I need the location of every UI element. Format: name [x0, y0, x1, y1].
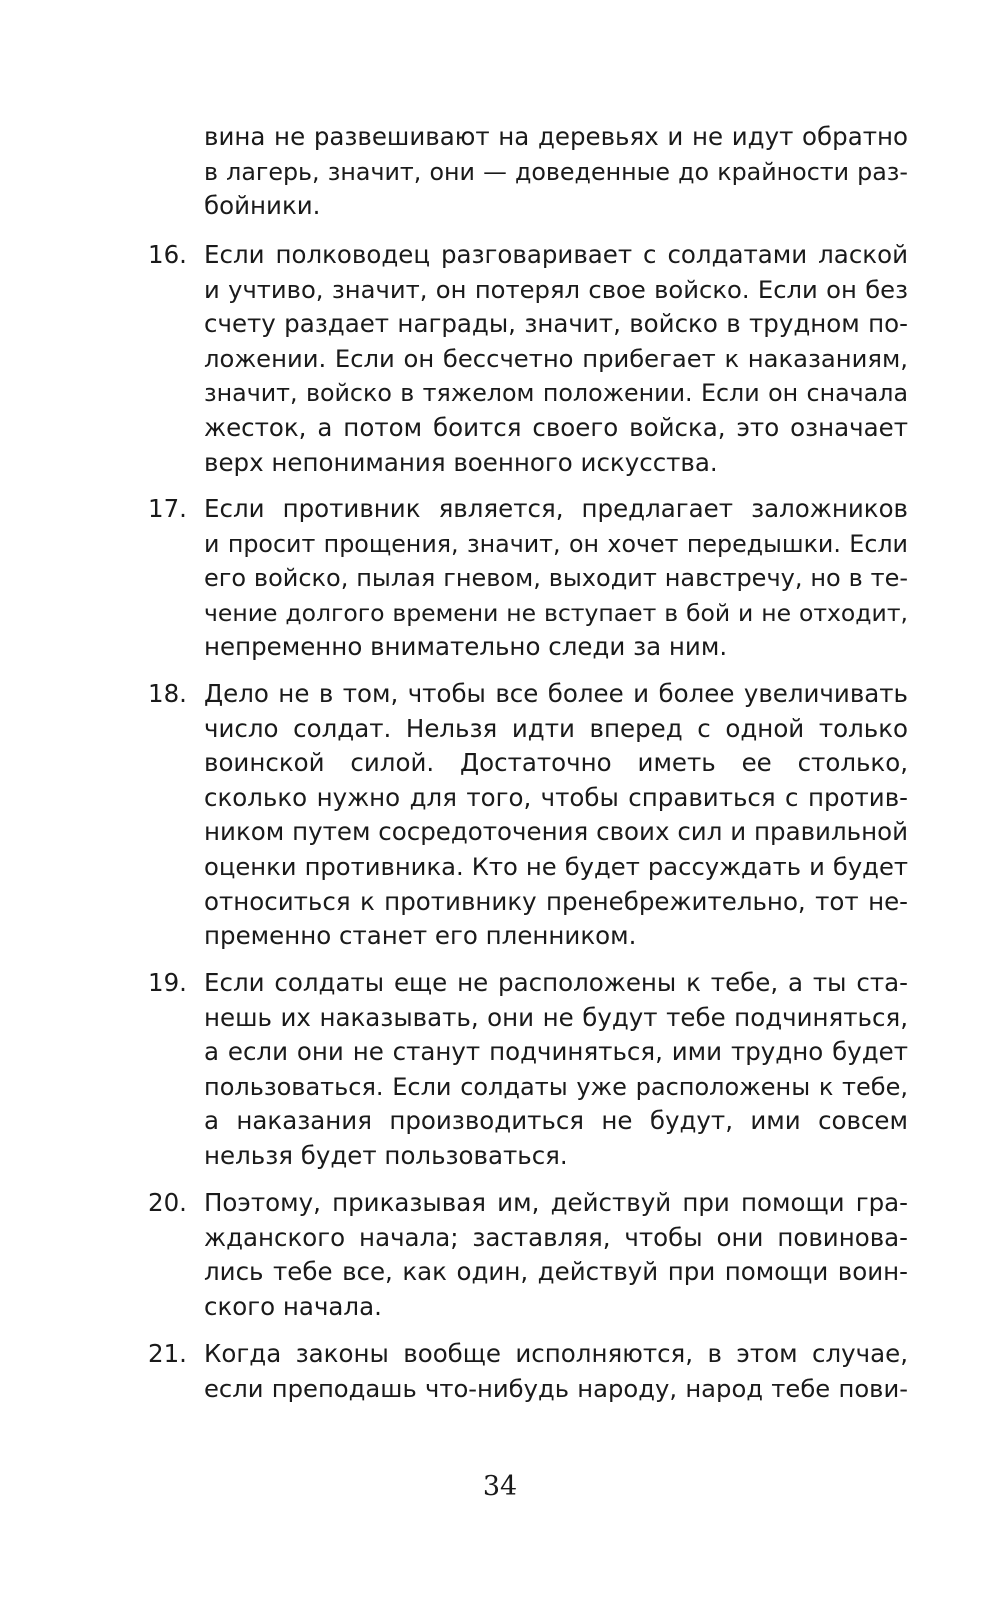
text-line: жданского начала; заставляя, чтобы они повинова-	[204, 1222, 908, 1252]
paragraph-number: 20.	[148, 1188, 187, 1217]
paragraph-text	[204, 1337, 908, 1406]
text-line: вина не развешивают на деревьях и не идут обратно	[204, 122, 908, 151]
text-line: лись тебе все, как один, действуй при помощи воин-	[204, 1257, 908, 1287]
paragraph-number: 18.	[148, 679, 187, 708]
text-line: Поэтому, приказывая им, действуй при помощи гра-	[204, 1188, 908, 1217]
text-line: счету раздает награды, значит, войско в трудном по-	[204, 309, 908, 339]
text-line: Если солдаты еще не расположены к тебе, а ты ста-	[204, 968, 908, 997]
text-line: жесток, а потом боится своего войска, это означает	[204, 412, 908, 442]
paragraph-text	[204, 492, 908, 665]
text-line: оценки противника. Кто не будет рассуждать и будет	[204, 851, 908, 881]
text-line: Если противник является, предлагает заложников	[204, 494, 908, 523]
text-line: ложении. Если он бессчетно прибегает к наказаниям,	[204, 343, 908, 373]
text-line: и учтиво, значит, он потерял свое войско. Если он без	[204, 274, 908, 304]
numbered-paragraph-20	[148, 1186, 908, 1324]
numbered-paragraph-21	[148, 1337, 908, 1406]
text-line: нельзя будет пользоваться.	[204, 1140, 568, 1170]
text-line: относиться к противнику пренебрежительно, тот не-	[204, 886, 908, 916]
numbered-paragraph-16	[148, 238, 908, 480]
numbered-paragraph-18	[148, 677, 908, 954]
paragraph-number: 21.	[148, 1339, 187, 1368]
text-line: ского начала.	[204, 1291, 382, 1321]
text-line: Когда законы вообще исполняются, в этом случае,	[204, 1339, 908, 1368]
numbered-paragraph-17	[148, 492, 908, 665]
paragraph-number: 19.	[148, 968, 187, 997]
text-line: и просит прощения, значит, он хочет передышки. Если	[204, 529, 908, 558]
text-line: воинской силой. Достаточно иметь ее столько,	[204, 748, 908, 778]
text-line: число солдат. Нельзя идти вперед с одной только	[204, 713, 908, 743]
paragraph-text	[204, 238, 908, 480]
page-number: 34	[482, 1471, 518, 1502]
paragraph-text	[204, 677, 908, 954]
text-line: нешь их наказывать, они не будут тебе подчиняться,	[204, 1002, 908, 1032]
text-line: сколько нужно для того, чтобы справиться с против-	[204, 782, 908, 812]
text-line: верх непонимания военного искусства.	[204, 447, 718, 477]
text-line: чение долгого времени не вступает в бой и не отходит,	[204, 598, 908, 627]
paragraph-text	[204, 1186, 908, 1324]
paragraph-text	[204, 966, 908, 1174]
paragraph-text	[204, 120, 908, 224]
text-line: а наказания производиться не будут, ими совсем	[204, 1106, 908, 1136]
paragraph-number: 16.	[148, 240, 187, 269]
paragraph-number: 17.	[148, 494, 187, 523]
text-line: Если полководец разговаривает с солдатами лаской	[204, 240, 908, 269]
text-line: непременно внимательно следи за ним.	[204, 632, 728, 662]
text-line: пользоваться. Если солдаты уже расположены к тебе,	[204, 1072, 908, 1101]
text-line: Дело не в том, чтобы все более и более увеличивать	[204, 679, 908, 708]
continuation-paragraph	[148, 120, 908, 224]
text-line: а если они не станут подчиняться, ими трудно будет	[204, 1037, 908, 1067]
text-line: в лагерь, значит, они — доведенные до крайности раз-	[204, 157, 908, 186]
text-line: его войско, пылая гневом, выходит навстречу, но в те-	[204, 564, 908, 593]
numbered-paragraph-19	[148, 966, 908, 1174]
text-line: значит, войско в тяжелом положении. Если он сначала	[204, 379, 908, 408]
text-line: ником путем сосредоточения своих сил и правильной	[204, 817, 908, 847]
text-line: если преподашь что-нибудь народу, народ тебе пови-	[204, 1373, 908, 1403]
text-line: бойники.	[204, 191, 321, 221]
text-line: пременно станет его пленником.	[204, 921, 637, 951]
